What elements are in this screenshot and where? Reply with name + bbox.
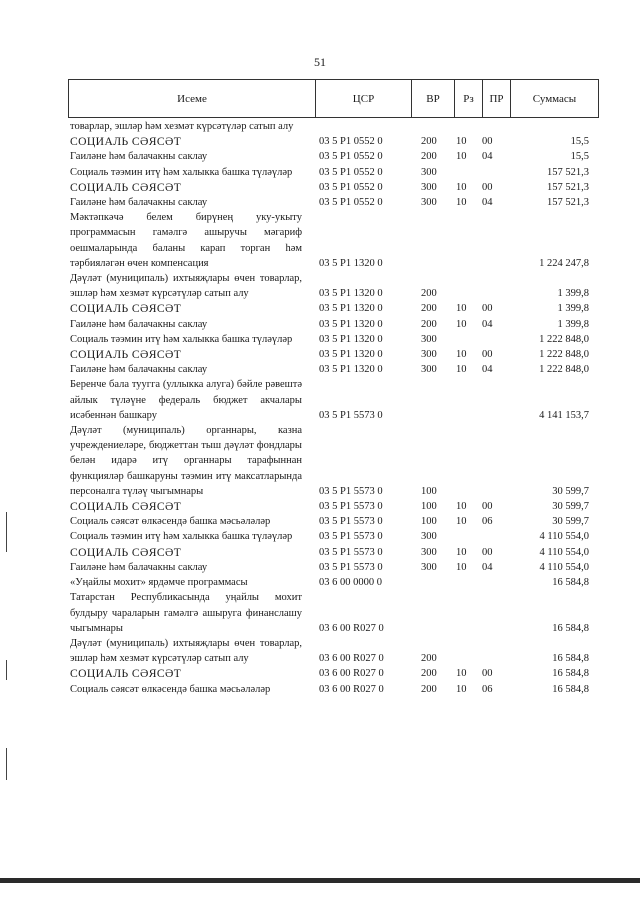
- header-csr: ЦСР: [315, 80, 411, 117]
- row-vr: 300: [421, 561, 437, 573]
- row-pr: 04: [482, 197, 493, 209]
- row-name: Гаиләне һәм балачакны саклау: [70, 561, 208, 573]
- row-pr: 04: [482, 364, 493, 376]
- row-sum: 16 584,8: [552, 668, 589, 680]
- row-name: Гаиләне һәм балачакны саклау: [70, 197, 208, 209]
- row-rz: 10: [456, 668, 467, 680]
- row-rz: 10: [456, 516, 467, 528]
- row-sum: 30 599,7: [552, 501, 589, 513]
- table-header: [68, 79, 599, 118]
- table-row: [0, 545, 640, 560]
- row-csr: 03 6 00 0000 0: [319, 577, 382, 589]
- row-name: СОЦИАЛЬ СӘЯСӘТ: [70, 302, 182, 316]
- row-csr: 03 5 P1 5573 0: [319, 409, 383, 421]
- left-margin-mark: [6, 512, 7, 552]
- table-row: [0, 332, 640, 347]
- table-row: [0, 575, 640, 590]
- row-vr: 300: [421, 181, 437, 193]
- table-row: [0, 514, 640, 529]
- row-rz: 10: [456, 546, 467, 558]
- table-row: [0, 119, 640, 134]
- row-sum: 1 399,8: [557, 318, 589, 330]
- row-name: Социаль тәэмин итү һәм халыкка башка түләүләр: [70, 166, 293, 178]
- row-vr: 200: [421, 683, 437, 695]
- row-csr: 03 6 00 R027 0: [319, 683, 384, 695]
- row-sum: 4 110 554,0: [539, 561, 589, 573]
- row-vr: 300: [421, 364, 437, 376]
- table-row: [0, 210, 640, 271]
- table-body: [0, 119, 640, 697]
- row-csr: 03 5 P1 0552 0: [319, 166, 383, 178]
- row-rz: 10: [456, 303, 467, 315]
- row-vr: 100: [421, 516, 437, 528]
- table-row: [0, 529, 640, 544]
- table-row: [0, 499, 640, 514]
- row-rz: 10: [456, 197, 467, 209]
- row-name: товарлар, эшләр һәм хезмәт күрсәтүләр сатып алу: [70, 121, 294, 132]
- header-rz: Рз: [454, 80, 482, 117]
- header-sum: Суммасы: [510, 80, 598, 117]
- row-pr: 00: [482, 136, 493, 148]
- row-name: СОЦИАЛЬ СӘЯСӘТ: [70, 500, 182, 514]
- row-vr: 300: [421, 531, 437, 543]
- row-rz: 10: [456, 501, 467, 513]
- row-csr: 03 5 P1 5573 0: [319, 561, 383, 573]
- row-vr: 300: [421, 333, 437, 345]
- table-row: [0, 666, 640, 681]
- row-vr: 200: [421, 653, 437, 665]
- table-row: [0, 165, 640, 180]
- row-csr: 03 5 P1 5573 0: [319, 485, 383, 497]
- row-sum: 157 521,3: [547, 166, 589, 178]
- row-csr: 03 5 P1 0552 0: [319, 181, 383, 193]
- row-name: Беренче бала туугга (уллыкка алуга) бәйле рәвештә айлык түләүне федераль бюджет акчалары исәбеннән башкару: [70, 379, 302, 421]
- table-row: [0, 301, 640, 316]
- row-csr: 03 5 P1 1320 0: [319, 303, 383, 315]
- row-sum: 30 599,7: [552, 516, 589, 528]
- header-name: Исеме: [177, 92, 207, 105]
- row-csr: 03 5 P1 5573 0: [319, 546, 383, 558]
- row-csr: 03 5 P1 5573 0: [319, 516, 383, 528]
- row-name: «Уңайлы мохит» ярдәмче программасы: [70, 577, 248, 589]
- row-rz: 10: [456, 364, 467, 376]
- row-name: Социаль сәясәт өлкәсендә башка мәсьәләләр: [70, 683, 271, 695]
- row-pr: 00: [482, 668, 493, 680]
- row-name: Мәктәпкәчә белем бирүнең уку-укыту программасын гамәлгә ашыручы мәгариф оешмаларында баланы карап торган һәм тәрбияләгән өчен компенсация: [70, 212, 302, 269]
- table-row: [0, 180, 640, 195]
- row-csr: 03 5 P1 1320 0: [319, 257, 383, 269]
- table-row: [0, 195, 640, 210]
- header-vr: ВР: [411, 80, 454, 117]
- table-row: [0, 590, 640, 636]
- row-pr: 06: [482, 683, 493, 695]
- row-name: Гаиләне һәм балачакны саклау: [70, 364, 208, 376]
- row-rz: 10: [456, 318, 467, 330]
- table-row: [0, 560, 640, 575]
- row-sum: 1 399,8: [557, 303, 589, 315]
- row-vr: 100: [421, 501, 437, 513]
- row-name: Гаиләне һәм балачакны саклау: [70, 318, 208, 330]
- row-vr: 200: [421, 151, 437, 163]
- row-pr: 04: [482, 151, 493, 163]
- row-rz: 10: [456, 136, 467, 148]
- row-csr: 03 6 00 R027 0: [319, 653, 384, 665]
- row-name: Гаиләне һәм балачакны саклау: [70, 151, 208, 163]
- row-vr: 200: [421, 318, 437, 330]
- row-sum: 1 222 848,0: [539, 364, 589, 376]
- table-row: [0, 317, 640, 332]
- row-name: Социаль тәэмин итү һәм халыкка башка түләүләр: [70, 333, 293, 345]
- row-pr: 00: [482, 501, 493, 513]
- table-row: [0, 362, 640, 377]
- table-row: [0, 134, 640, 149]
- row-sum: 1 224 247,8: [539, 257, 589, 269]
- scan-bottom-band: [0, 878, 640, 883]
- table-row: [0, 377, 640, 423]
- row-vr: 200: [421, 136, 437, 148]
- row-vr: 200: [421, 288, 437, 300]
- row-sum: 30 599,7: [552, 485, 589, 497]
- row-sum: 16 584,8: [552, 622, 589, 634]
- row-name: Дәүләт (муниципаль) ихтыяҗлары өчен товарлар, эшләр һәм хезмәт күрсәтүләр сатып алу: [70, 637, 302, 665]
- row-vr: 300: [421, 349, 437, 361]
- row-pr: 00: [482, 303, 493, 315]
- table-row: [0, 636, 640, 666]
- row-csr: 03 5 P1 1320 0: [319, 349, 383, 361]
- left-margin-mark: [6, 660, 7, 680]
- row-csr: 03 5 P1 0552 0: [319, 136, 383, 148]
- row-pr: 04: [482, 561, 493, 573]
- row-rz: 10: [456, 349, 467, 361]
- row-rz: 10: [456, 683, 467, 695]
- row-sum: 16 584,8: [552, 653, 589, 665]
- row-csr: 03 6 00 R027 0: [319, 622, 384, 634]
- row-vr: 300: [421, 166, 437, 178]
- row-pr: 00: [482, 349, 493, 361]
- row-rz: 10: [456, 561, 467, 573]
- row-pr: 00: [482, 181, 493, 193]
- row-sum: 15,5: [570, 151, 589, 163]
- table-row: [0, 347, 640, 362]
- header-pr: ПР: [482, 80, 510, 117]
- row-vr: 300: [421, 546, 437, 558]
- row-csr: 03 5 P1 1320 0: [319, 333, 383, 345]
- row-vr: 300: [421, 197, 437, 209]
- row-sum: 16 584,8: [552, 577, 589, 589]
- row-sum: 157 521,3: [547, 181, 589, 193]
- row-csr: 03 5 P1 1320 0: [319, 364, 383, 376]
- row-csr: 03 5 P1 0552 0: [319, 197, 383, 209]
- row-name: СОЦИАЛЬ СӘЯСӘТ: [70, 667, 182, 681]
- row-csr: 03 5 P1 5573 0: [319, 501, 383, 513]
- row-csr: 03 5 P1 1320 0: [319, 318, 383, 330]
- row-sum: 157 521,3: [547, 197, 589, 209]
- row-rz: 10: [456, 151, 467, 163]
- row-sum: 4 110 554,0: [539, 531, 589, 543]
- row-vr: 200: [421, 303, 437, 315]
- row-name: Социаль сәясәт өлкәсендә башка мәсьәләләр: [70, 516, 271, 528]
- row-name: СОЦИАЛЬ СӘЯСӘТ: [70, 135, 182, 149]
- row-pr: 00: [482, 546, 493, 558]
- table-row: [0, 149, 640, 164]
- row-pr: 04: [482, 318, 493, 330]
- row-sum: 1 222 848,0: [539, 349, 589, 361]
- row-name: СОЦИАЛЬ СӘЯСӘТ: [70, 180, 182, 194]
- row-rz: 10: [456, 181, 467, 193]
- row-sum: 15,5: [570, 136, 589, 148]
- row-name: Дәүләт (муниципаль) органнары, казна учреждениеләре, бюджеттан тыш дәүләт фондлары белән идарә итү органнары тарафыннан функцияләр башкаруны тәэмин итү максатларында персоналга түләү чыгымнары: [70, 425, 302, 497]
- page-number: 51: [314, 55, 326, 69]
- row-vr: 100: [421, 485, 437, 497]
- row-sum: 4 110 554,0: [539, 546, 589, 558]
- row-pr: 06: [482, 516, 493, 528]
- row-csr: 03 5 P1 0552 0: [319, 151, 383, 163]
- row-csr: 03 6 00 R027 0: [319, 668, 384, 680]
- row-name: СОЦИАЛЬ СӘЯСӘТ: [70, 545, 182, 559]
- table-row: [0, 271, 640, 301]
- table-row: [0, 682, 640, 697]
- row-csr: 03 5 P1 5573 0: [319, 531, 383, 543]
- left-margin-mark: [6, 748, 7, 780]
- row-name: Дәүләт (муниципаль) ихтыяҗлары өчен товарлар, эшләр һәм хезмәт күрсәтүләр сатып алу: [70, 273, 302, 300]
- row-sum: 1 399,8: [557, 288, 589, 300]
- row-sum: 1 222 848,0: [539, 333, 589, 345]
- row-name: Социаль тәэмин итү һәм халыкка башка түләүләр: [70, 531, 293, 543]
- row-sum: 4 141 153,7: [539, 409, 589, 421]
- row-csr: 03 5 P1 1320 0: [319, 288, 383, 300]
- row-name: СОЦИАЛЬ СӘЯСӘТ: [70, 348, 182, 362]
- table-row: [0, 423, 640, 499]
- row-vr: 200: [421, 668, 437, 680]
- row-sum: 16 584,8: [552, 683, 589, 695]
- row-name: Татарстан Республикасында уңайлы мохит булдыру чараларын гамәлгә ашыруга финанслашу чыгымнары: [70, 592, 302, 634]
